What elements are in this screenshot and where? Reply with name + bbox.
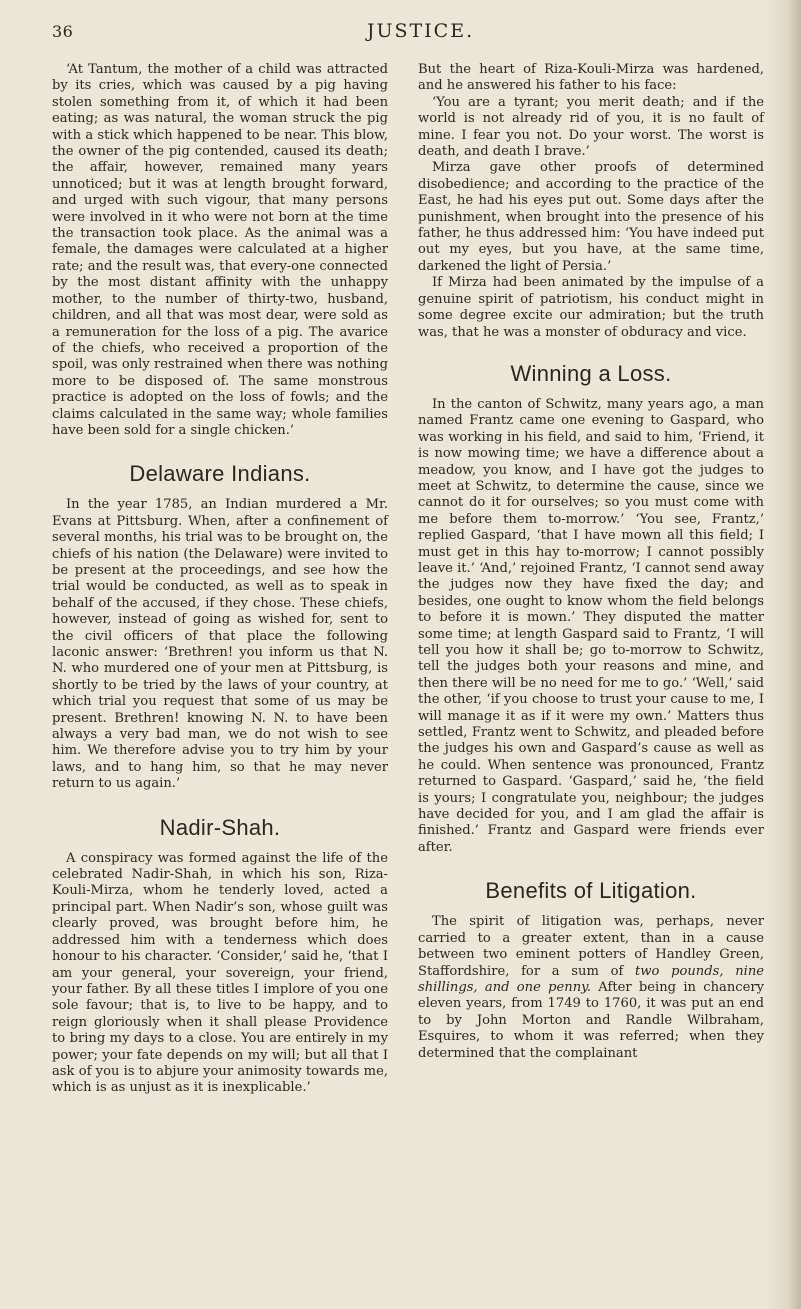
paragraph-nadir-shah: A conspiracy was formed against the life of the celebrated Nadir-Shah, in which his son, Riza-Kouli-Mirza, whom he tenderly loved, acted a principal part. When Nadir’s son, whose guilt was clearly proved, was brought before him, he addressed him with a tenderness which does honour to his character. ‘Consider,’ said he, ‘that I am your general, your sovereign, your friend, your father. By all these titles I implore of you one sole favour; that is, to live to be happy, and to reign gloriously when it shall please Providence to bring my days to a close. You are entirely in my power; your fate depends on my will; but all that I ask of you is to abjure your animosity towards me, which is as unjust as it is inexplicable.’ (52, 850, 388, 1096)
paragraph-schwitz: In the canton of Schwitz, many years ago, a man named Frantz came one evening to Gaspard, who was working in his field, and said to him, ‘Friend, it is now mowing time; we have a difference about a meadow, you know, and I have got the judges to meet at Schwitz, to determine the cause, since we cannot do it for ourselves; so you must come with me before them to-morrow.’ ‘You see, Frantz,’ replied Gaspard, ‘that I have mown all this field; I must get in this hay to-morrow; I cannot possibly leave it.’ ‘And,’ rejoined Frantz, ‘I cannot send away the judges now they have fixed the day; and besides, one ought to know whom the field belongs to before it is mown.’ They disputed the matter some time; at length Gaspard said to Frantz, ‘I will tell you how it shall be; go to-morrow to Schwitz, tell the judges both your reasons and mine, and then there will be no need for me to go.’ ‘Well,’ said the other, ‘if you choose to trust your cause to me, I will manage it as if it were my own.’ Matters thus settled, Frantz went to Schwitz, and pleaded before the judges his own and Gaspard’s cause as well as he could. When sentence was pronounced, Frantz returned to Gaspard. ‘Gaspard,’ said he, ‘the field is yours; I congratulate you, neighbour; the judges have decided for you, and I am glad the affair is finished.’ Frantz and Gaspard were friends ever after. (418, 396, 764, 855)
left-column (52, 62, 388, 1097)
paragraph-disobedience: Mirza gave other proofs of determined disobedience; and according to the practice of the East, he had his eyes put out. Some days after the punishment, when brought into the presence of his father, he thus addressed him: ‘You have indeed put out my eyes, but you have, at the same time, darkened the light of Persia.’ (418, 160, 764, 274)
paragraph-tyrant: ‘You are a tyrant; you merit death; and if the world is not already rid of you, it is no fault of mine. I fear you not. Do your worst. The worst is death, and death I brave.’ (418, 94, 764, 160)
litigation-sum-italic: two pounds, nine shillings, and one penny. (418, 963, 765, 995)
page-edge-shadow (765, 0, 801, 1309)
paragraph-riza-heart: But the heart of Riza-Kouli-Mirza was hardened, and he answered his father to his face: (418, 62, 764, 94)
running-head: JUSTICE. (366, 20, 475, 42)
heading-nadir-shah: Nadir-Shah. (159, 814, 281, 840)
heading-benefits-of-litigation: Benefits of Litigation. (485, 878, 697, 904)
heading-winning-a-loss: Winning a Loss. (510, 360, 672, 386)
litigation-text-end: After being in chancery eleven years, from 1749 to 1760, it was put an end to by John Morton and Randle Wilbraham, Esquires, to whom it was referred; when they determined that the complainant (418, 979, 764, 1061)
paragraph-tantum: ‘At Tantum, the mother of a child was attracted by its cries, which was caused by a pig having stolen something from it, of which it had been eating; as was natural, the woman struck the pig with a stick which happened to be near. This blow, the owner of the pig contended, caused its death; the affair, however, remained many years unnoticed; but it was at length brought forward, and urged with such vigour, that many persons were involved in it who were not born at the time the transaction took place. As the animal was a female, the damages were calculated at a higher rate; and the result was, that every-one connected by the most distant affinity with the unhappy mother, to the number of thirty-two, husband, children, and all that was most dear, were sold as a remuneration for the loss of a pig. The avarice of the chiefs, who received a proportion of the spoil, was only restrained when there was nothing more to be disposed of. The same monstrous practice is adopted on the loss of fowls; and the claims calculated in the same way; whole families have been sold for a single chicken.’ (52, 62, 388, 438)
paragraph-delaware: In the year 1785, an Indian murdered a Mr. Evans at Pittsburg. When, after a confinement of several months, his trial was to be brought on, the chiefs of his nation (the Delaware) were invited to be present at the proceedings, and see how the trial would be conducted, as well as to speak in behalf of the accused, if they chose. These chiefs, however, instead of going as wished for, sent to the civil officers of that place the following laconic answer: ‘Brethren! you inform us that N. N. who murdered one of your men at Pittsburg, is shortly to be tried by the laws of your country, at which trial you request that some of us may be present. Brethren! knowing N. N. to have been always a very bad man, we do not wish to see him. We therefore advise you to try him by your laws, and to hang him, so that he may never return to us again.’ (52, 497, 388, 792)
right-column (418, 62, 764, 1062)
paragraph-patriotism: If Mirza had been animated by the impulse of a genuine spirit of patriotism, his conduct might in some degree excite our admiration; but the truth was, that he was a monster of obduracy and vice. (418, 275, 764, 340)
paragraph-litigation (418, 914, 764, 1062)
litigation-text-start: The spirit of litigation was, perhaps, never carried to a greater extent, than in a cause between two eminent potters of Handley Green, Staffordshire, for a sum of (418, 914, 764, 979)
page-number: 36 (52, 22, 74, 41)
heading-delaware-indians: Delaware Indians. (129, 461, 311, 487)
